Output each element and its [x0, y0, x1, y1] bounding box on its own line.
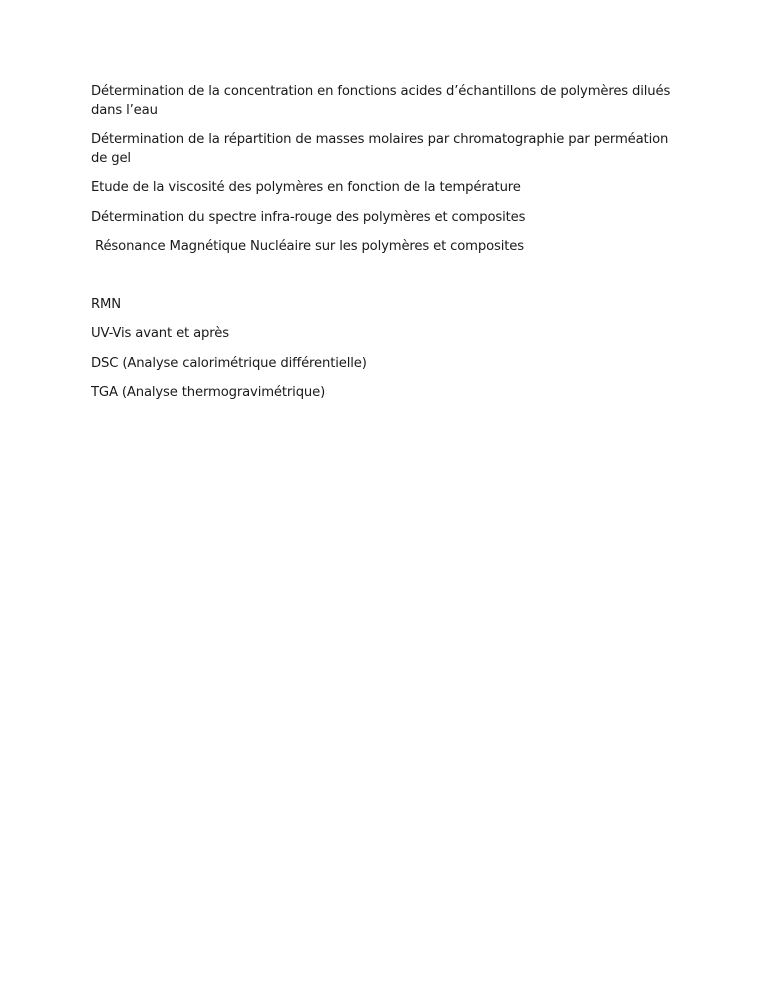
paragraph-rmn: RMN: [91, 296, 121, 312]
paragraph-tga: TGA (Analyse thermogravimétrique): [91, 385, 326, 400]
paragraph-uv-vis: UV-Vis avant et après: [91, 326, 229, 341]
paragraph-infrared-spectrum: Détermination du spectre infra-rouge des polymères et composites: [91, 209, 526, 225]
paragraph-molar-mass-gpc: Détermination de la répartition de masses molaires par chromatographie par perméation de gel: [91, 132, 669, 166]
paragraph-nmr: Résonance Magnétique Nucléaire sur les polymères et composites: [91, 239, 524, 254]
paragraph-viscosity: Etude de la viscosité des polymères en fonction de la température: [91, 180, 521, 195]
paragraph-acid-concentration: Détermination de la concentration en fonctions acides d’échantillons de polymères dilués dans l’eau: [91, 84, 671, 118]
paragraph-dsc: DSC (Analyse calorimétrique différentielle): [91, 355, 367, 371]
document-body: [91, 83, 671, 414]
blank-line: [91, 268, 671, 296]
